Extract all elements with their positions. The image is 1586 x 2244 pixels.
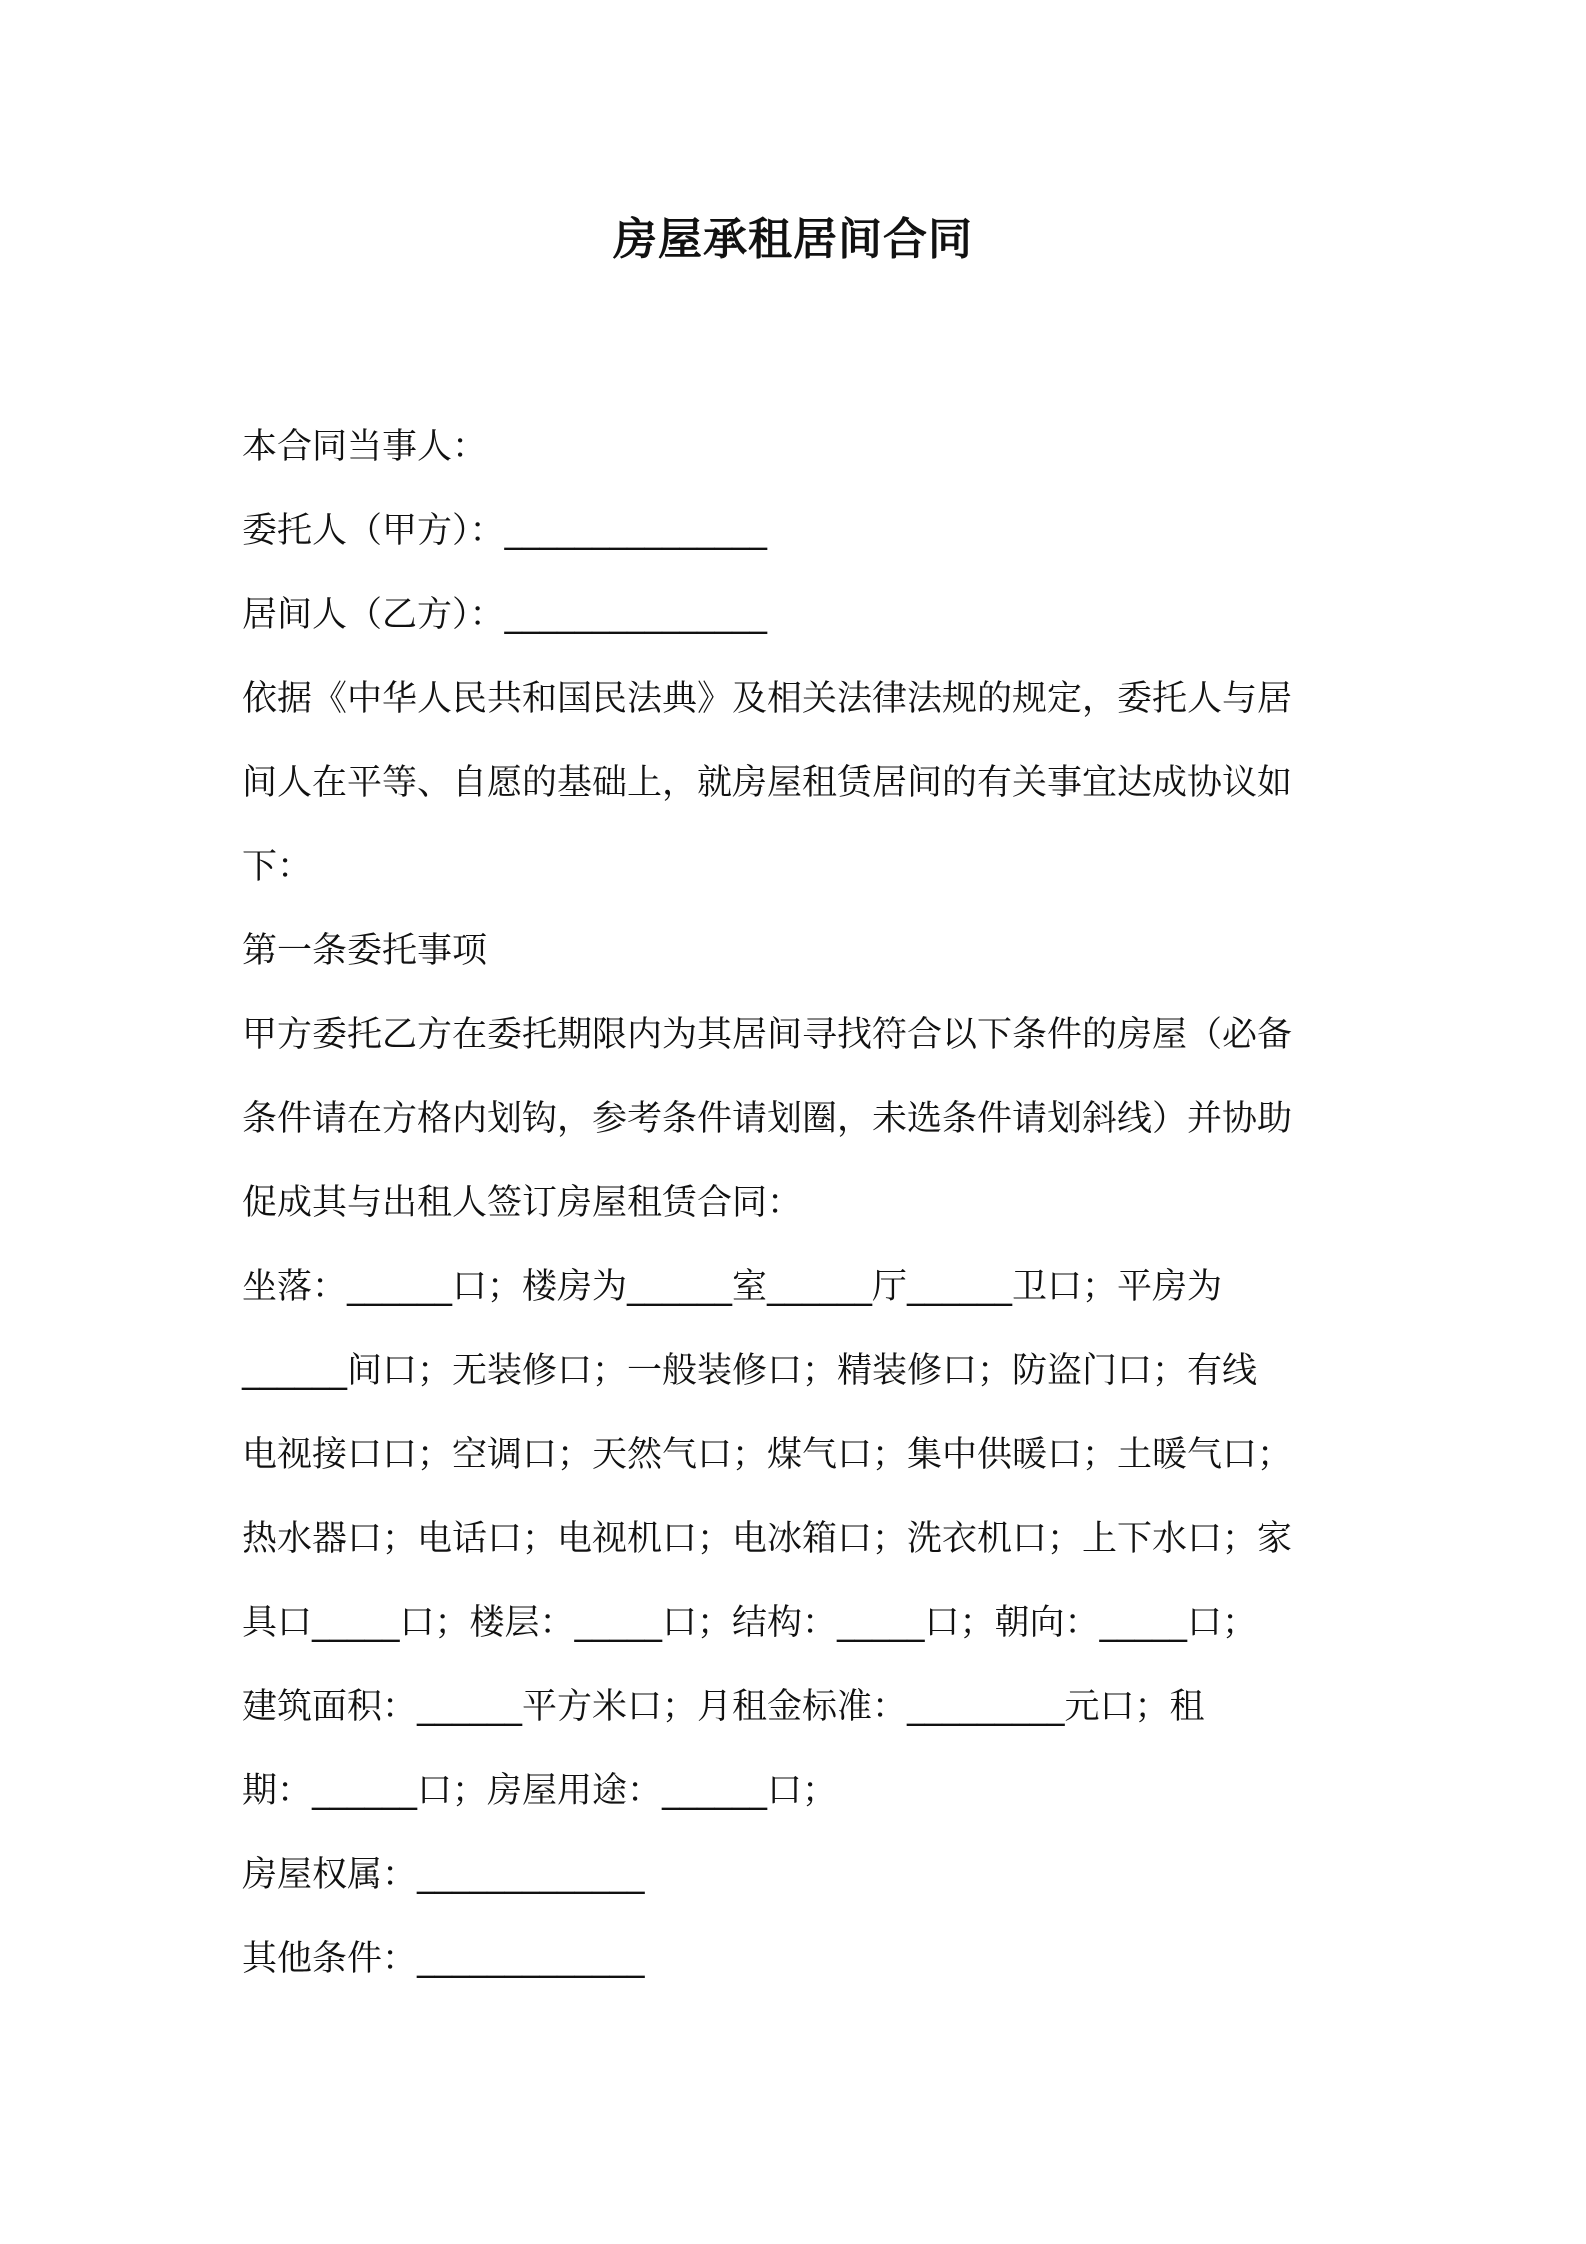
article-one-text-3: 促成其与出租人签订房屋租赁合同： (242, 1183, 803, 1223)
preamble-line-1: 依据《中华人民共和国民法典》及相关法律法规的规定，委托人与居 (242, 679, 1293, 719)
conditions-line-3: 电视接口口；空调口；天然气口；煤气口；集中供暖口；土暖气口； (242, 1435, 1293, 1475)
ownership-line: 房屋权属：_____________ (242, 1855, 645, 1895)
conditions-line-5: 具口_____口；楼层：_____口；结构：_____口；朝向：_____口； (242, 1603, 1258, 1643)
parties-heading: 本合同当事人： (242, 427, 488, 467)
preamble-line-3: 下： (242, 847, 313, 887)
article-one-heading: 第一条委托事项 (242, 931, 488, 971)
other-conditions-line: 其他条件：_____________ (242, 1939, 645, 1979)
preamble-line-2: 间人在平等、自愿的基础上，就房屋租赁居间的有关事宜达成协议如 (242, 763, 1293, 803)
article-one-text-2: 条件请在方格内划钩，参考条件请划圈，未选条件请划斜线）并协助 (242, 1099, 1293, 1139)
article-one-text-1: 甲方委托乙方在委托期限内为其居间寻找符合以下条件的房屋（必备 (242, 1015, 1293, 1055)
conditions-line-6: 建筑面积：______平方米口；月租金标准：_________元口；租 (242, 1687, 1205, 1727)
conditions-line-4: 热水器口；电话口；电视机口；电冰箱口；洗衣机口；上下水口；家 (242, 1519, 1293, 1559)
conditions-line-1: 坐落：______口；楼房为______室______厅______卫口；平房为 (242, 1267, 1223, 1307)
document-title: 房屋承租居间合同 (613, 214, 973, 265)
document-body (242, 405, 1362, 2001)
client-party-line: 委托人（甲方）：_______________ (242, 511, 768, 551)
intermediary-party-line: 居间人（乙方）：_______________ (242, 595, 768, 635)
conditions-line-2: ______间口；无装修口；一般装修口；精装修口；防盗门口；有线 (242, 1351, 1258, 1391)
conditions-line-7: 期：______口；房屋用途：______口； (242, 1771, 838, 1811)
